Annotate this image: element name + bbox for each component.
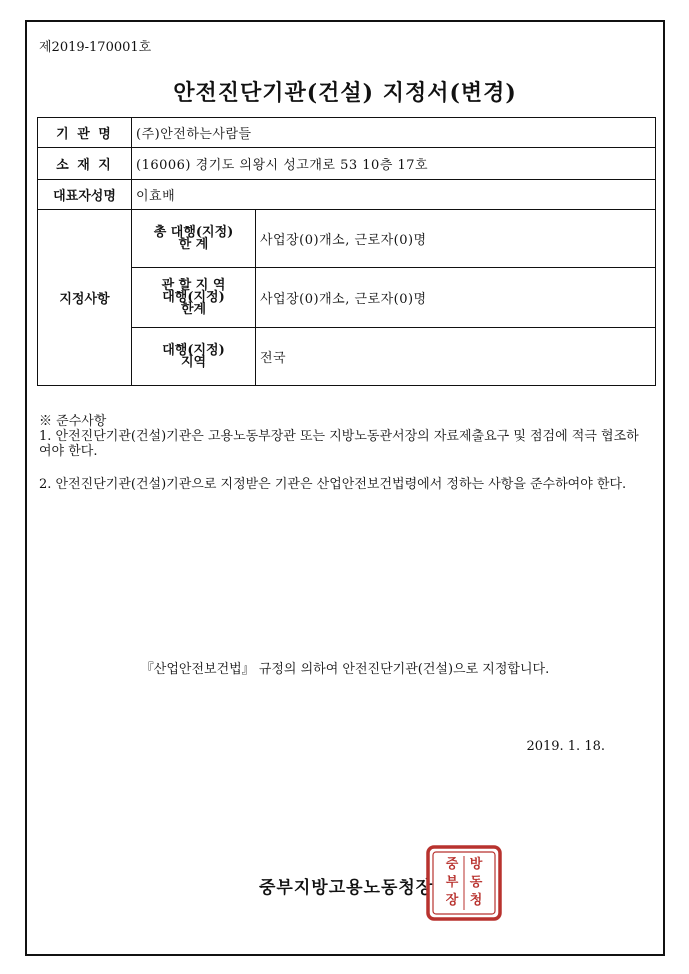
regional-limit-value: 사업장(0)개소, 근로자(0)명: [256, 268, 656, 328]
label-line: 한계: [180, 301, 207, 317]
svg-text:청: 청: [469, 893, 483, 908]
svg-text:중: 중: [445, 857, 459, 872]
regional-limit-label: [132, 268, 256, 328]
label-line: 총 대행(지정): [153, 224, 234, 240]
official-seal-icon: [425, 844, 503, 922]
document-number: 제2019-170001호: [39, 40, 152, 55]
label-line: 지역: [180, 354, 207, 370]
svg-text:부: 부: [445, 875, 459, 890]
svg-text:방: 방: [469, 857, 483, 872]
table-row: [38, 148, 656, 180]
notes-item-2: 2. 안전진단기관(건설)기관으로 지정받은 기관은 산업안전보건법령에서 정하는 사항을 준수하여야 한다.: [39, 477, 627, 492]
label-line: 대행(지정): [162, 289, 225, 305]
address-label: 소 재 지: [38, 148, 132, 180]
table-row: [38, 180, 656, 210]
designation-statement: 『산업안전보건법』 규정의 의하여 안전진단기관(건설)으로 지정합니다.: [140, 662, 550, 677]
designation-label: 지정사항: [38, 210, 132, 386]
total-limit-label: [132, 210, 256, 268]
issuer-name: 중부지방고용노동청장: [259, 878, 434, 898]
representative-value: 이효배: [132, 180, 656, 210]
compliance-notes: [39, 414, 651, 492]
label-line: 대행(지정): [162, 342, 225, 358]
svg-text:동: 동: [469, 875, 483, 890]
representative-label: 대표자성명: [38, 180, 132, 210]
info-table: [37, 117, 656, 386]
total-limit-value: 사업장(0)개소, 근로자(0)명: [256, 210, 656, 268]
notes-heading: ※ 준수사항: [39, 414, 107, 429]
svg-text:장: 장: [445, 893, 459, 908]
agency-name-label: 기 관 명: [38, 118, 132, 148]
table-row: [38, 118, 656, 148]
service-area-value: 전국: [256, 328, 656, 386]
certificate-frame: [25, 20, 665, 956]
service-area-label: [132, 328, 256, 386]
label-line: 관 할 지 역: [161, 277, 226, 293]
label-line: 한 계: [178, 236, 209, 252]
issue-date: 2019. 1. 18.: [526, 739, 605, 754]
agency-name-value: (주)안전하는사람들: [132, 118, 656, 148]
table-row: [38, 210, 656, 268]
document-title: 안전진단기관(건설) 지정서(변경): [173, 80, 517, 106]
address-value: (16006) 경기도 의왕시 성고개로 53 10층 17호: [132, 148, 656, 180]
notes-item-1: 1. 안전진단기관(건설)기관은 고용노동부장관 또는 지방노동관서장의 자료제출요구 및 점검에 적극 협조하여야 한다.: [39, 429, 639, 459]
